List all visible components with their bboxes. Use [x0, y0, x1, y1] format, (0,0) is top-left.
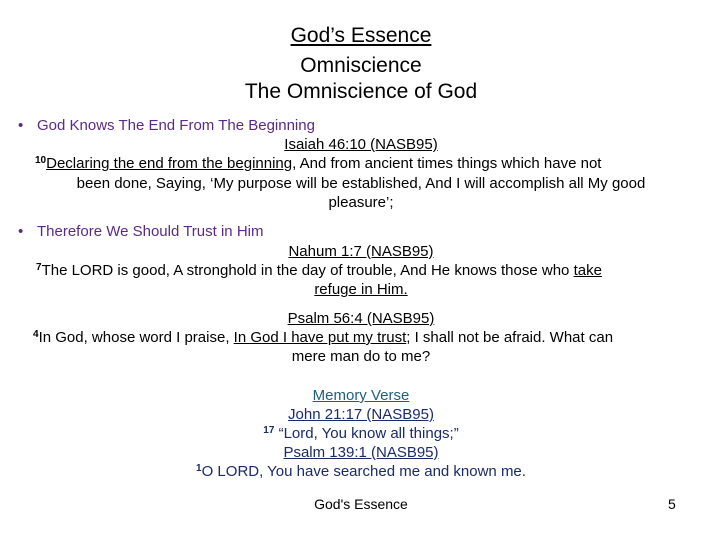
- title-line-1: God’s Essence: [290, 24, 432, 47]
- verse-number: 7: [36, 262, 42, 273]
- subtitle-omniscience: Omniscience: [300, 54, 422, 77]
- scripture-ref-psalm-56: Psalm 56:4 (NASB95): [287, 310, 435, 327]
- verse-text: The LORD is good, A stronghold in the day of trouble, And He knows those who: [41, 262, 574, 279]
- verse-psalm-139: [0, 463, 720, 480]
- verse-psalm-56-line-2: mere man do to me?: [291, 348, 431, 365]
- verse-nahum-line-1: [36, 262, 602, 279]
- memory-verse-heading: Memory Verse: [312, 387, 410, 404]
- verse-text: In God, whose word I praise,: [38, 329, 234, 346]
- verse-text: , And from ancient times things which have not: [292, 155, 602, 172]
- verse-isaiah-line-3: pleasure’;: [328, 194, 394, 211]
- verse-number: 1: [196, 463, 202, 474]
- verse-john: [0, 425, 720, 442]
- verse-isaiah-line-2: been done, Saying, ‘My purpose will be established, And I will accomplish all My good: [76, 175, 646, 192]
- verse-number: 4: [33, 329, 39, 340]
- verse-psalm-56-line-1: [33, 329, 613, 346]
- page-title: [0, 24, 720, 48]
- point-heading-2: Therefore We Should Trust in Him: [37, 223, 264, 240]
- verse-text: ; I shall not be afraid. What can: [406, 329, 614, 346]
- point-heading-1: God Knows The End From The Beginning: [37, 117, 315, 134]
- scripture-ref-nahum: Nahum 1:7 (NASB95): [288, 243, 434, 260]
- verse-number: 17: [263, 425, 275, 436]
- page-number: 5: [668, 496, 676, 512]
- scripture-ref-john: John 21:17 (NASB95): [288, 406, 434, 423]
- scripture-ref-isaiah: Isaiah 46:10 (NASB95): [284, 136, 438, 153]
- footer-label: God's Essence: [314, 496, 408, 512]
- verse-nahum-line-2: refuge in Him.: [314, 281, 408, 298]
- verse-underlined-text: Declaring the end from the beginning: [46, 155, 293, 172]
- verse-underlined-text: take: [573, 262, 602, 279]
- verse-text: “Lord, You know all things;”: [274, 425, 459, 442]
- verse-underlined-text: In God I have put my trust: [233, 329, 407, 346]
- verse-number: 10: [35, 155, 47, 166]
- verse-text: O LORD, You have searched me and known me.: [201, 463, 526, 480]
- subtitle-omniscience-of-god: The Omniscience of God: [244, 80, 478, 103]
- bullet-icon: •: [18, 117, 24, 134]
- verse-isaiah-line-1: [35, 155, 601, 172]
- scripture-ref-psalm-139: Psalm 139:1 (NASB95): [283, 444, 439, 461]
- bullet-icon: •: [18, 223, 24, 240]
